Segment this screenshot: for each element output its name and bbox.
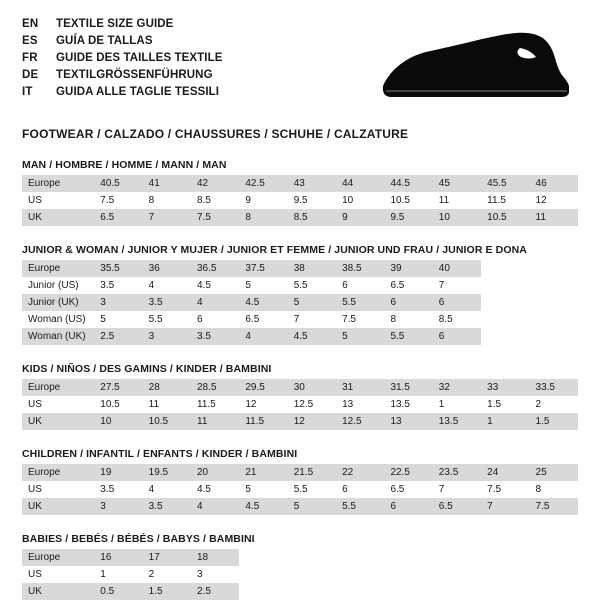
size-cell: 8 — [143, 192, 191, 209]
size-cell: 16 — [94, 549, 142, 566]
size-cell: 4.5 — [191, 481, 239, 498]
size-cell — [481, 566, 529, 583]
table-row — [22, 379, 578, 396]
language-guide-title: GUIDA ALLE TAGLIE TESSILI — [56, 86, 220, 98]
size-cell: 37.5 — [239, 260, 287, 277]
size-cell: 6.5 — [384, 481, 432, 498]
table-row — [22, 566, 578, 583]
size-cell: 19 — [94, 464, 142, 481]
size-cell: 7 — [481, 498, 529, 515]
language-guide-title: TEXTILGRÖSSENFÜHRUNG — [56, 69, 213, 81]
size-cell: 5.5 — [336, 294, 384, 311]
size-cell: 12 — [239, 396, 287, 413]
size-cell: 3.5 — [191, 328, 239, 345]
size-cell — [481, 277, 529, 294]
size-cell: 3.5 — [94, 277, 142, 294]
size-cell: 24 — [481, 464, 529, 481]
size-cell — [433, 549, 481, 566]
table-row — [22, 481, 578, 498]
size-cell: 9.5 — [288, 192, 336, 209]
size-cell: 10 — [94, 413, 142, 430]
size-group — [22, 159, 578, 226]
size-cell — [384, 583, 432, 600]
size-cell: 1.5 — [530, 413, 578, 430]
size-cell: 5 — [288, 498, 336, 515]
row-label: US — [22, 566, 94, 583]
size-cell — [288, 583, 336, 600]
size-cell: 33 — [481, 379, 529, 396]
size-cell — [481, 583, 529, 600]
size-cell: 8 — [530, 481, 578, 498]
language-code: EN — [22, 18, 39, 30]
size-cell: 0.5 — [94, 583, 142, 600]
size-cell: 11 — [530, 209, 578, 226]
size-cell: 7.5 — [94, 192, 142, 209]
table-row — [22, 175, 578, 192]
size-cell: 7.5 — [336, 311, 384, 328]
size-cell: 6 — [384, 498, 432, 515]
size-cell: 45 — [433, 175, 481, 192]
language-guide-title: GUÍA DE TALLAS — [56, 35, 153, 47]
page-header — [22, 16, 578, 112]
size-cell — [481, 294, 529, 311]
row-label: UK — [22, 413, 94, 430]
size-cell: 25 — [530, 464, 578, 481]
size-cell: 1 — [481, 413, 529, 430]
size-cell: 6.5 — [94, 209, 142, 226]
size-cell: 17 — [143, 549, 191, 566]
row-label: Junior (UK) — [22, 294, 94, 311]
size-cell: 21 — [239, 464, 287, 481]
size-cell: 10 — [433, 209, 481, 226]
language-guide-title: GUIDE DES TAILLES TEXTILE — [56, 52, 223, 64]
size-cell — [239, 583, 287, 600]
size-cell: 7.5 — [530, 498, 578, 515]
size-cell: 8.5 — [433, 311, 481, 328]
size-table — [22, 379, 578, 430]
size-cell: 6 — [191, 311, 239, 328]
size-cell — [481, 311, 529, 328]
size-cell: 10.5 — [94, 396, 142, 413]
table-row — [22, 396, 578, 413]
row-label: Woman (UK) — [22, 328, 94, 345]
size-cell — [239, 549, 287, 566]
row-label: Europe — [22, 549, 94, 566]
size-group — [22, 533, 578, 600]
size-cell: 7 — [288, 311, 336, 328]
size-cell: 6.5 — [384, 277, 432, 294]
size-cell — [530, 583, 578, 600]
size-cell: 42 — [191, 175, 239, 192]
size-cell: 27.5 — [94, 379, 142, 396]
language-code: FR — [22, 52, 38, 64]
size-cell: 1 — [433, 396, 481, 413]
size-cell — [530, 260, 578, 277]
size-cell: 3.5 — [94, 481, 142, 498]
size-cell: 43 — [288, 175, 336, 192]
size-cell: 12 — [288, 413, 336, 430]
size-cell: 3.5 — [143, 498, 191, 515]
size-cell: 40.5 — [94, 175, 142, 192]
size-group — [22, 363, 578, 430]
size-cell: 11 — [143, 396, 191, 413]
size-cell: 7 — [433, 277, 481, 294]
size-cell: 7.5 — [481, 481, 529, 498]
size-cell: 44.5 — [384, 175, 432, 192]
size-cell: 7.5 — [191, 209, 239, 226]
row-label: UK — [22, 209, 94, 226]
size-table — [22, 175, 578, 226]
size-cell: 6 — [433, 328, 481, 345]
table-row — [22, 294, 578, 311]
size-cell — [384, 549, 432, 566]
size-cell: 6.5 — [239, 311, 287, 328]
size-cell: 28 — [143, 379, 191, 396]
size-cell: 6 — [384, 294, 432, 311]
size-cell: 31 — [336, 379, 384, 396]
size-cell: 4 — [239, 328, 287, 345]
size-cell: 8.5 — [191, 192, 239, 209]
row-label: UK — [22, 583, 94, 600]
size-cell: 6 — [336, 481, 384, 498]
size-cell — [336, 566, 384, 583]
size-cell: 5 — [336, 328, 384, 345]
size-cell: 32 — [433, 379, 481, 396]
size-cell: 2 — [143, 566, 191, 583]
size-cell: 18 — [191, 549, 239, 566]
size-cell — [530, 294, 578, 311]
size-cell: 30 — [288, 379, 336, 396]
size-cell: 22 — [336, 464, 384, 481]
size-cell: 23.5 — [433, 464, 481, 481]
language-guide-title: TEXTILE SIZE GUIDE — [56, 18, 174, 30]
size-cell: 9 — [239, 192, 287, 209]
size-cell: 8 — [384, 311, 432, 328]
size-cell: 6 — [336, 277, 384, 294]
row-label: Europe — [22, 260, 94, 277]
size-cell: 4.5 — [239, 498, 287, 515]
size-cell: 4.5 — [191, 277, 239, 294]
size-cell: 2.5 — [94, 328, 142, 345]
size-cell: 6 — [433, 294, 481, 311]
size-cell: 4 — [191, 498, 239, 515]
size-cell — [530, 549, 578, 566]
size-cell: 12 — [530, 192, 578, 209]
size-cell: 13 — [336, 396, 384, 413]
table-row — [22, 260, 578, 277]
row-label: Junior (US) — [22, 277, 94, 294]
size-cell: 8.5 — [288, 209, 336, 226]
size-cell: 3 — [94, 294, 142, 311]
size-cell — [433, 583, 481, 600]
size-cell: 33.5 — [530, 379, 578, 396]
size-cell: 22.5 — [384, 464, 432, 481]
size-cell — [433, 566, 481, 583]
size-cell: 20 — [191, 464, 239, 481]
size-cell: 10.5 — [481, 209, 529, 226]
size-cell: 19.5 — [143, 464, 191, 481]
size-cell: 1 — [94, 566, 142, 583]
size-cell: 4 — [143, 277, 191, 294]
dress-shoe-icon — [370, 30, 570, 108]
size-tables-container — [22, 159, 578, 600]
size-cell: 13 — [384, 413, 432, 430]
size-cell: 7 — [143, 209, 191, 226]
table-row — [22, 311, 578, 328]
table-row — [22, 192, 578, 209]
size-table — [22, 464, 578, 515]
size-cell: 4.5 — [239, 294, 287, 311]
size-cell — [384, 566, 432, 583]
table-row — [22, 413, 578, 430]
size-cell: 5 — [94, 311, 142, 328]
size-cell: 9 — [336, 209, 384, 226]
size-table — [22, 549, 578, 600]
size-group-title: BABIES / BEBÉS / BÉBÉS / BABYS / BAMBINI — [22, 533, 255, 545]
row-label: US — [22, 396, 94, 413]
row-label: US — [22, 192, 94, 209]
size-cell — [530, 277, 578, 294]
size-cell: 11 — [433, 192, 481, 209]
size-group-title: CHILDREN / INFANTIL / ENFANTS / KINDER / BAMBINI — [22, 448, 298, 460]
size-cell: 4 — [143, 481, 191, 498]
size-cell: 46 — [530, 175, 578, 192]
size-group-title: KIDS / NIÑOS / DES GAMINS / KINDER / BAMBINI — [22, 363, 272, 375]
size-cell: 4 — [191, 294, 239, 311]
table-row — [22, 328, 578, 345]
size-cell: 10 — [336, 192, 384, 209]
language-code: ES — [22, 35, 38, 47]
size-cell: 36.5 — [191, 260, 239, 277]
language-code: DE — [22, 69, 39, 81]
size-cell: 39 — [384, 260, 432, 277]
size-cell: 3 — [191, 566, 239, 583]
size-group-title: MAN / HOMBRE / HOMME / MANN / MAN — [22, 159, 227, 171]
table-row — [22, 277, 578, 294]
size-cell: 10.5 — [143, 413, 191, 430]
size-cell: 5.5 — [288, 277, 336, 294]
size-cell: 38.5 — [336, 260, 384, 277]
size-cell: 3.5 — [143, 294, 191, 311]
size-cell: 6.5 — [433, 498, 481, 515]
size-cell: 42.5 — [239, 175, 287, 192]
size-cell: 11.5 — [239, 413, 287, 430]
size-cell: 11 — [191, 413, 239, 430]
size-cell — [530, 566, 578, 583]
size-cell: 7 — [433, 481, 481, 498]
size-cell: 41 — [143, 175, 191, 192]
size-cell: 11.5 — [481, 192, 529, 209]
size-cell: 36 — [143, 260, 191, 277]
size-cell: 40 — [433, 260, 481, 277]
size-cell: 5 — [239, 481, 287, 498]
size-cell: 5 — [239, 277, 287, 294]
size-group-title: JUNIOR & WOMAN / JUNIOR Y MUJER / JUNIOR ET FEMME / JUNIOR UND FRAU / JUNIOR E DONA — [22, 244, 527, 256]
size-cell: 3 — [143, 328, 191, 345]
size-cell: 31.5 — [384, 379, 432, 396]
size-cell — [481, 260, 529, 277]
size-cell: 38 — [288, 260, 336, 277]
size-cell — [239, 566, 287, 583]
table-row — [22, 209, 578, 226]
row-label: US — [22, 481, 94, 498]
size-cell: 1.5 — [481, 396, 529, 413]
size-cell: 8 — [239, 209, 287, 226]
table-row — [22, 583, 578, 600]
size-cell: 10.5 — [384, 192, 432, 209]
size-cell: 12.5 — [288, 396, 336, 413]
size-cell: 13.5 — [433, 413, 481, 430]
table-row — [22, 464, 578, 481]
row-label: Europe — [22, 175, 94, 192]
size-group — [22, 448, 578, 515]
size-cell — [336, 583, 384, 600]
size-cell — [530, 311, 578, 328]
size-cell — [530, 328, 578, 345]
size-cell — [481, 549, 529, 566]
size-cell: 9.5 — [384, 209, 432, 226]
size-cell: 5.5 — [336, 498, 384, 515]
size-cell: 5 — [288, 294, 336, 311]
size-cell: 5.5 — [143, 311, 191, 328]
row-label: Europe — [22, 464, 94, 481]
size-cell: 45.5 — [481, 175, 529, 192]
size-cell: 35.5 — [94, 260, 142, 277]
size-cell — [336, 549, 384, 566]
size-cell: 5.5 — [384, 328, 432, 345]
table-row — [22, 498, 578, 515]
footwear-section-title: FOOTWEAR / CALZADO / CHAUSSURES / SCHUHE / CALZATURE — [22, 127, 409, 141]
size-cell: 3 — [94, 498, 142, 515]
size-cell: 2.5 — [191, 583, 239, 600]
row-label: Woman (US) — [22, 311, 94, 328]
row-label: UK — [22, 498, 94, 515]
size-cell: 12.5 — [336, 413, 384, 430]
size-group — [22, 244, 578, 345]
size-cell: 21.5 — [288, 464, 336, 481]
row-label: Europe — [22, 379, 94, 396]
table-row — [22, 549, 578, 566]
size-cell: 13.5 — [384, 396, 432, 413]
size-cell: 2 — [530, 396, 578, 413]
size-cell: 44 — [336, 175, 384, 192]
size-cell: 5.5 — [288, 481, 336, 498]
size-cell: 11.5 — [191, 396, 239, 413]
size-cell: 1.5 — [143, 583, 191, 600]
size-cell: 4.5 — [288, 328, 336, 345]
size-cell — [481, 328, 529, 345]
size-cell — [288, 566, 336, 583]
size-cell — [288, 549, 336, 566]
size-cell: 29.5 — [239, 379, 287, 396]
size-table — [22, 260, 578, 345]
size-cell: 28.5 — [191, 379, 239, 396]
language-code: IT — [22, 86, 33, 98]
